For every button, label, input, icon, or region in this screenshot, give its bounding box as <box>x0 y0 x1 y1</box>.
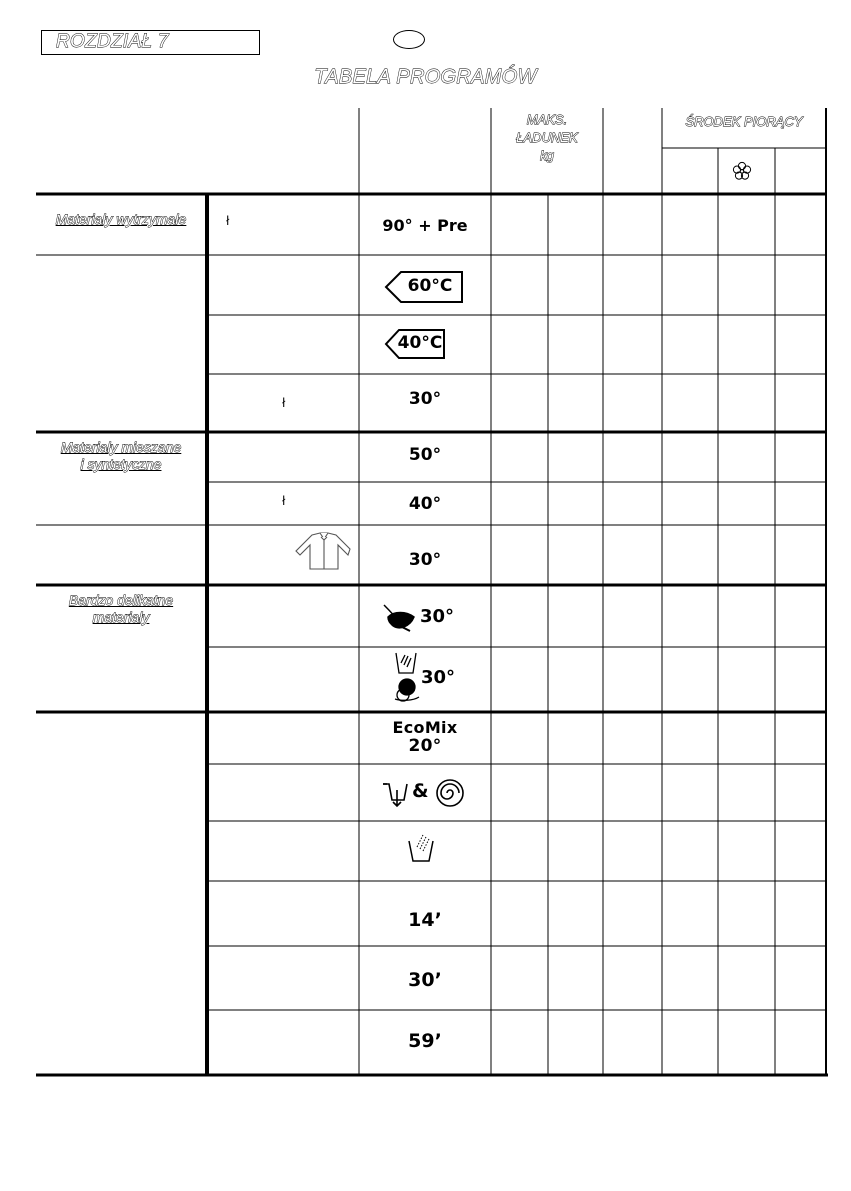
tag-40c-label: 40°C <box>397 333 443 353</box>
drain-spin-amp: & <box>412 780 429 802</box>
time-14: 14’ <box>408 909 442 931</box>
ecomix-name: EcoMix <box>392 718 458 737</box>
time-30: 30’ <box>408 969 442 991</box>
handwash-wool-icon <box>393 649 421 703</box>
row4-mark: ł <box>282 396 286 410</box>
row6-mark: ł <box>282 494 286 508</box>
max-load-line3: kg <box>540 148 554 163</box>
temp-40-row6: 40° <box>408 494 442 514</box>
temp-90-pre: 90° + Pre <box>382 216 468 235</box>
shirt-icon <box>292 531 354 571</box>
spin-icon <box>435 778 465 808</box>
temp-50: 50° <box>408 445 442 465</box>
tag-60c <box>384 270 464 304</box>
rinse-icon <box>407 831 435 863</box>
feather-icon <box>380 603 420 633</box>
temp-30-row4: 30° <box>408 389 442 409</box>
max-load-line1: MAKS. <box>526 112 568 127</box>
category-mixed-synthetic: Materiały mieszane i syntetyczne <box>60 439 182 472</box>
page-title: TABELA PROGRAMÓW <box>314 66 537 88</box>
ecomix-label <box>359 719 491 755</box>
category-very-delicate: Bardzo delikatne materiały <box>68 592 174 625</box>
temp-30-delicate: 30° <box>420 606 455 627</box>
tag-40c <box>384 328 446 360</box>
temp-30-shirts: 30° <box>408 550 442 570</box>
detergent-header: ŚRODEK PIORĄCY <box>685 114 803 129</box>
category-heavy-fabrics: Materiały wytrzymałe <box>55 211 187 227</box>
time-59: 59’ <box>408 1030 442 1052</box>
ecomix-temp: 20° <box>408 736 442 756</box>
max-load-line2: ŁADUNEK <box>516 130 578 145</box>
drain-icon <box>381 778 411 808</box>
temp-30-wool: 30° <box>421 667 456 688</box>
tag-60c-label: 60°C <box>407 276 453 296</box>
chapter-label: ROZDZIAŁ 7 <box>56 31 169 52</box>
row1-mark: ł <box>226 214 230 228</box>
